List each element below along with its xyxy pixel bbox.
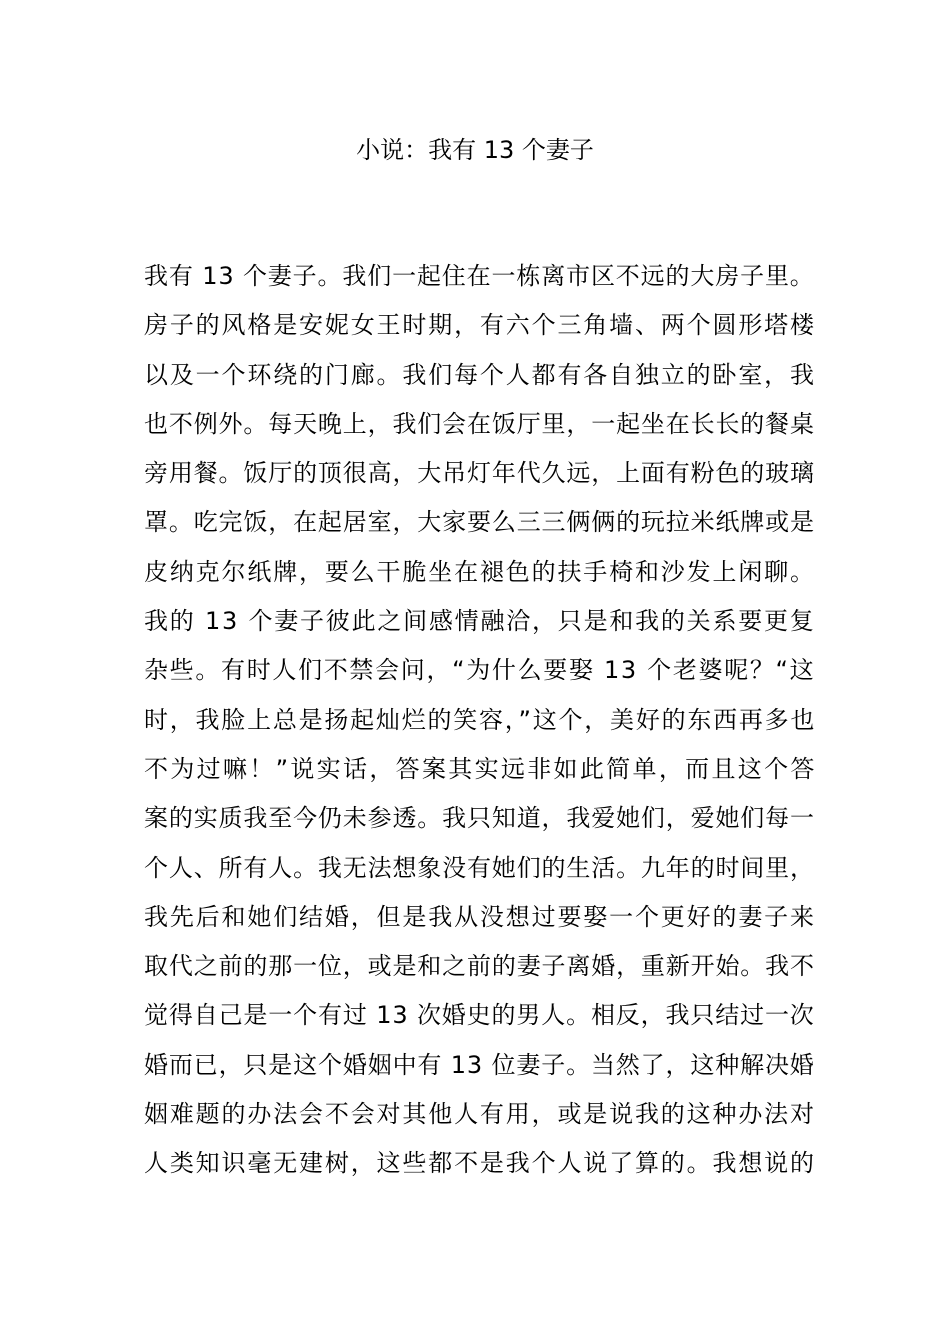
body-line: 我先后和她们结婚，但是我从没想过要娶一个更好的妻子来 — [144, 902, 816, 931]
body-line: 房子的风格是安妮女王时期，有六个三角墙、两个圆形塔楼 — [144, 311, 816, 340]
body-line: 以及一个环绕的门廊。我们每个人都有各自独立的卧室，我 — [144, 360, 816, 389]
body-line: 个人、所有人。我无法想象没有她们的生活。九年的时间里， — [144, 853, 815, 882]
body-line: 皮纳克尔纸牌，要么干脆坐在褪色的扶手椅和沙发上闲聊。 — [144, 557, 816, 586]
body-line: 也不例外。每天晚上，我们会在饭厅里，一起坐在长长的餐桌 — [144, 409, 815, 438]
body-line: 婚而已，只是这个婚姻中有 13 位妻子。当然了，这种解决婚 — [144, 1050, 815, 1079]
document-body — [144, 252, 817, 1189]
body-line: 旁用餐。饭厅的顶很高，大吊灯年代久远，上面有粉色的玻璃 — [144, 459, 815, 488]
body-line: 我有 13 个妻子。我们一起住在一栋离市区不远的大房子里。 — [144, 262, 815, 290]
body-line: 取代之前的那一位，或是和之前的妻子离婚，重新开始。我不 — [144, 952, 815, 981]
body-line: 案的实质我至今仍未参透。我只知道，我爱她们，爱她们每一 — [144, 804, 815, 833]
body-line: 罩。吃完饭，在起居室，大家要么三三俩俩的玩拉米纸牌或是 — [144, 508, 815, 537]
body-line: 不为过嘛！”说实话，答案其实远非如此简单，而且这个答 — [144, 754, 817, 783]
document-title: 小说：我有 13 个妻子 — [356, 136, 594, 164]
body-line: 杂些。有时人们不禁会问，“为什么要娶 13 个老婆呢？“这 — [144, 656, 816, 685]
body-line: 人类知识毫无建树，这些都不是我个人说了算的。我想说的 — [144, 1149, 816, 1178]
body-line: 我的 13 个妻子彼此之间感情融洽，只是和我的关系要更复 — [144, 607, 816, 636]
body-line: 时，我脸上总是扬起灿烂的笑容，”这个，美好的东西再多也 — [144, 705, 817, 734]
body-line: 觉得自己是一个有过 13 次婚史的男人。相反，我只结过一次 — [144, 1001, 815, 1030]
body-line: 姻难题的办法会不会对其他人有用，或是说我的这种办法对 — [144, 1100, 816, 1129]
